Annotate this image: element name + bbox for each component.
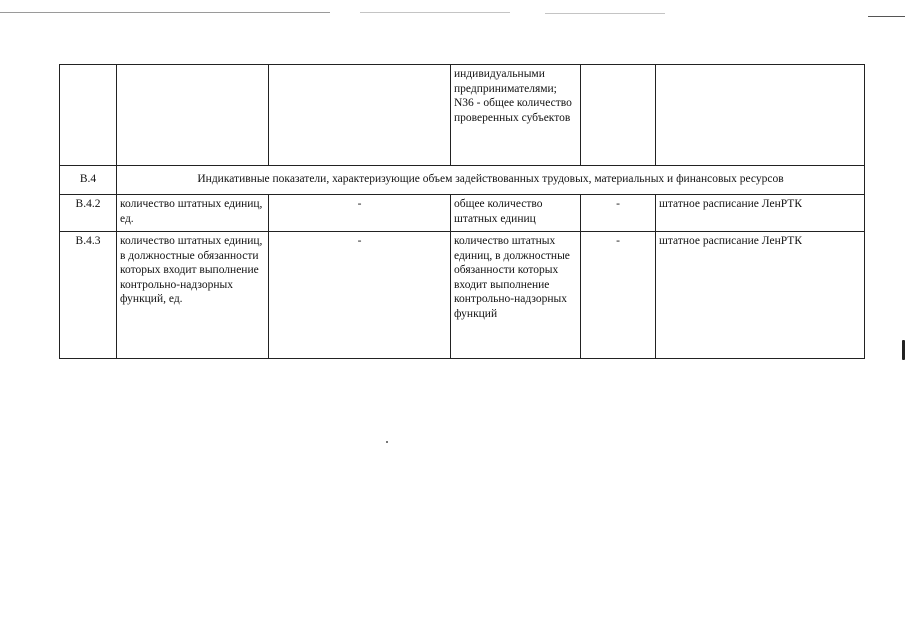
indicator-method-cell: индивидуальными предпринимателями; N36 - общее количество проверенных субъектов xyxy=(451,65,581,166)
table-row xyxy=(60,195,865,232)
section-code: B.4 xyxy=(60,166,117,195)
target-value: - xyxy=(269,232,451,359)
table-cell xyxy=(269,65,451,166)
indicators-table xyxy=(59,64,865,359)
scan-artifact-line xyxy=(868,16,905,17)
section-title: Индикативные показатели, характеризующие объем задействованных трудовых, материальных и финансовых ресурсов xyxy=(117,166,865,195)
table-row xyxy=(60,232,865,359)
data-source: штатное расписание ЛенРТК xyxy=(656,232,865,359)
scan-artifact-line xyxy=(0,12,330,13)
calculation-formula: общее количество штатных единиц xyxy=(451,195,581,232)
table-cell xyxy=(656,65,865,166)
table-cell xyxy=(117,65,269,166)
scan-artifact-dot xyxy=(386,441,388,443)
row-code: B.4.2 xyxy=(60,195,117,232)
indicator-name: количество штатных единиц, в должностные обязанности которых входит выполнение контрольно-надзорных функций, ед. xyxy=(117,232,269,359)
indicator-value: - xyxy=(581,232,656,359)
scan-artifact-line xyxy=(360,12,510,13)
scan-artifact-line xyxy=(545,13,665,14)
indicator-name: количество штатных единиц, ед. xyxy=(117,195,269,232)
data-source: штатное расписание ЛенРТК xyxy=(656,195,865,232)
target-value: - xyxy=(269,195,451,232)
section-row xyxy=(60,166,865,195)
calculation-formula: количество штатных единиц, в должностные обязанности которых входит выполнение контрольно-надзорных функций xyxy=(451,232,581,359)
indicator-value: - xyxy=(581,195,656,232)
continuation-row xyxy=(60,65,865,166)
table-cell xyxy=(60,65,117,166)
table-cell xyxy=(581,65,656,166)
row-code: B.4.3 xyxy=(60,232,117,359)
